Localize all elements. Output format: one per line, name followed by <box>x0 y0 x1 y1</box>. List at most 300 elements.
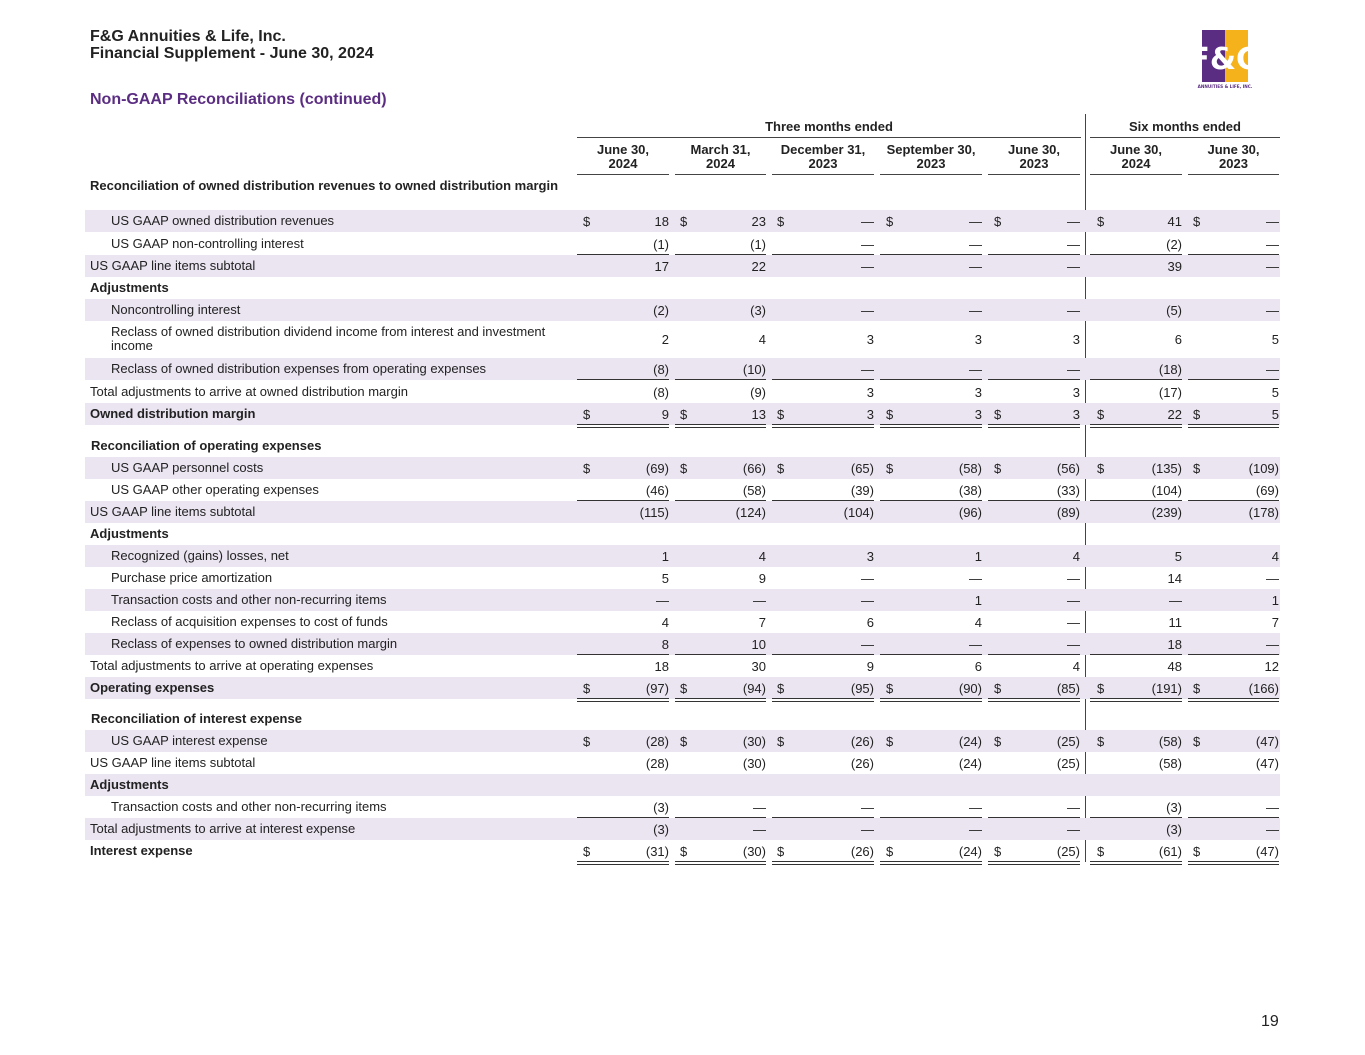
row-label: US GAAP line items subtotal <box>90 504 256 519</box>
cell-value: (46) <box>645 482 669 498</box>
cell-value: — <box>861 799 874 815</box>
cell-value: (90) <box>958 680 982 696</box>
column-header-rule <box>988 174 1080 175</box>
currency-symbol: $ <box>1097 213 1105 229</box>
cell-value: — <box>1067 258 1080 274</box>
cell-value: 5 <box>661 570 669 586</box>
cell-value: — <box>1067 799 1080 815</box>
cell-value: 4 <box>661 614 669 630</box>
currency-symbol: $ <box>1193 406 1201 422</box>
column-header-rule <box>1090 174 1182 175</box>
cell-value: — <box>861 570 874 586</box>
cell-value: 7 <box>758 614 766 630</box>
currency-symbol: $ <box>680 213 688 229</box>
cell-value: (104) <box>1151 482 1182 498</box>
cell-value: (26) <box>850 733 874 749</box>
currency-symbol: $ <box>680 680 688 696</box>
currency-symbol: $ <box>1193 213 1201 229</box>
cell-value: — <box>969 799 982 815</box>
cell-value: 3 <box>1072 406 1080 422</box>
column-header-date: June 30, <box>1007 142 1061 157</box>
row-label: Owned distribution margin <box>90 406 256 421</box>
row-label: Adjustments <box>90 777 169 792</box>
currency-symbol: $ <box>777 733 785 749</box>
column-header-rule <box>772 174 874 175</box>
column-header-3 <box>772 143 874 171</box>
cell-value: (30) <box>742 843 766 859</box>
row-label: Reclass of acquisition expenses to cost of funds <box>111 614 388 629</box>
row-label: Operating expenses <box>90 680 215 695</box>
cell-value: — <box>969 570 982 586</box>
table-row <box>85 233 1280 255</box>
cell-value: (39) <box>850 482 874 498</box>
cell-value: (30) <box>742 755 766 771</box>
row-label: Reclass of owned distribution expenses from operating expenses <box>111 361 487 376</box>
cell-value: 3 <box>866 384 874 400</box>
cell-value: (28) <box>645 755 669 771</box>
currency-symbol: $ <box>994 733 1002 749</box>
cell-value: — <box>1067 570 1080 586</box>
currency-symbol: $ <box>886 733 894 749</box>
subtotal-rule <box>1090 379 1182 380</box>
cell-value: — <box>969 236 982 252</box>
column-header-rule <box>577 174 669 175</box>
cell-value: 48 <box>1167 658 1182 674</box>
cell-value: 10 <box>751 636 766 652</box>
total-double-rule <box>675 861 766 865</box>
table-row <box>85 818 1280 840</box>
cell-value: (65) <box>850 460 874 476</box>
currency-symbol: $ <box>777 680 785 696</box>
section-heading-row <box>85 177 1280 209</box>
row-label: US GAAP line items subtotal <box>90 755 256 770</box>
cell-value: — <box>861 236 874 252</box>
cell-value: (28) <box>645 733 669 749</box>
cell-value: — <box>1266 258 1279 274</box>
currency-symbol: $ <box>994 843 1002 859</box>
column-header-rule <box>1188 174 1279 175</box>
currency-symbol: $ <box>1097 460 1105 476</box>
currency-symbol: $ <box>680 733 688 749</box>
cell-value: (17) <box>1158 384 1182 400</box>
total-double-rule <box>880 424 982 428</box>
total-double-rule <box>1188 424 1279 428</box>
cell-value: 3 <box>974 331 982 347</box>
cell-value: — <box>753 799 766 815</box>
cell-value: 4 <box>758 548 766 564</box>
currency-symbol: $ <box>583 460 591 476</box>
cell-value: (9) <box>750 384 766 400</box>
section-heading-row <box>85 435 1280 457</box>
cell-value: 3 <box>866 406 874 422</box>
row-label: US GAAP personnel costs <box>111 460 264 475</box>
column-header-7 <box>1188 143 1279 171</box>
total-double-rule <box>772 424 874 428</box>
row-label: Transaction costs and other non-recurring items <box>111 592 387 607</box>
cell-value: (8) <box>653 361 669 377</box>
cell-value: (166) <box>1248 680 1279 696</box>
column-header-5 <box>988 143 1080 171</box>
row-label: US GAAP line items subtotal <box>90 258 256 273</box>
cell-value: 18 <box>654 658 669 674</box>
cell-value: 4 <box>1072 548 1080 564</box>
currency-symbol: $ <box>886 843 894 859</box>
table-row <box>85 677 1280 699</box>
currency-symbol: $ <box>583 843 591 859</box>
column-header-1 <box>577 143 669 171</box>
cell-value: — <box>1266 361 1279 377</box>
cell-value: (66) <box>742 460 766 476</box>
cell-value: (2) <box>653 302 669 318</box>
company-header <box>90 28 374 62</box>
column-header-date: December 31, <box>780 142 866 157</box>
table-row <box>85 589 1280 611</box>
table-row <box>85 321 1280 357</box>
cell-value: 22 <box>751 258 766 274</box>
column-header-date: June 30, <box>1109 142 1163 157</box>
cell-value: (69) <box>1255 482 1279 498</box>
total-double-rule <box>1090 861 1182 865</box>
cell-value: 9 <box>866 658 874 674</box>
cell-value: 9 <box>758 570 766 586</box>
cell-value: 1 <box>661 548 669 564</box>
subtotal-rule <box>675 379 766 380</box>
cell-value: 5 <box>1271 331 1279 347</box>
cell-value: (115) <box>639 504 669 520</box>
cell-value: (10) <box>742 361 766 377</box>
cell-value: 2 <box>661 331 669 347</box>
currency-symbol: $ <box>994 680 1002 696</box>
column-header-year: 2024 <box>1121 156 1151 171</box>
column-header-year: 2023 <box>808 156 838 171</box>
cell-value: 4 <box>1271 548 1279 564</box>
cell-value: — <box>1067 361 1080 377</box>
cell-value: 13 <box>751 406 766 422</box>
cell-value: (24) <box>958 843 982 859</box>
cell-value: (104) <box>843 504 874 520</box>
cell-value: (1) <box>750 236 766 252</box>
cell-value: (38) <box>958 482 982 498</box>
cell-value: (25) <box>1056 755 1080 771</box>
table-row <box>85 255 1280 277</box>
total-double-rule <box>577 424 669 428</box>
cell-value: (97) <box>645 680 669 696</box>
cell-value: — <box>753 592 766 608</box>
cell-value: (61) <box>1158 843 1182 859</box>
cell-value: 18 <box>654 213 669 229</box>
cell-value: (3) <box>1166 821 1182 837</box>
group-six-months: Six months ended <box>1129 119 1241 134</box>
cell-value: — <box>861 636 874 652</box>
company-name: F&G Annuities & Life, Inc. <box>90 28 286 45</box>
cell-value: — <box>969 636 982 652</box>
row-label: Reconciliation of owned distribution revenues to owned distribution margin <box>90 178 559 193</box>
currency-symbol: $ <box>583 733 591 749</box>
cell-value: 3 <box>1072 331 1080 347</box>
cell-value: — <box>861 302 874 318</box>
currency-symbol: $ <box>680 406 688 422</box>
cell-value: (178) <box>1248 504 1279 520</box>
cell-value: — <box>1067 302 1080 318</box>
row-label: Interest expense <box>90 843 193 858</box>
cell-value: — <box>1266 213 1279 229</box>
cell-value: (85) <box>1056 680 1080 696</box>
row-label: Noncontrolling interest <box>111 302 241 317</box>
currency-symbol: $ <box>777 406 785 422</box>
total-double-rule <box>1188 698 1279 702</box>
cell-value: — <box>861 592 874 608</box>
total-double-rule <box>988 861 1080 865</box>
cell-value: (191) <box>1151 680 1182 696</box>
cell-value: (25) <box>1056 843 1080 859</box>
column-header-date: June 30, <box>1207 142 1260 157</box>
currency-symbol: $ <box>583 213 591 229</box>
cell-value: 18 <box>1167 636 1182 652</box>
column-header-year: 2023 <box>916 156 946 171</box>
row-label: Total adjustments to arrive at operating expenses <box>90 658 374 673</box>
cell-value: — <box>1266 799 1279 815</box>
cell-value: — <box>1266 821 1279 837</box>
cell-value: 1 <box>974 548 982 564</box>
table-row <box>85 840 1280 862</box>
cell-value: — <box>969 821 982 837</box>
cell-value: (33) <box>1056 482 1080 498</box>
row-label: US GAAP interest expense <box>111 733 268 748</box>
row-label: Transaction costs and other non-recurring items <box>111 799 387 814</box>
cell-value: — <box>1169 592 1182 608</box>
total-double-rule <box>880 698 982 702</box>
cell-value: (3) <box>653 799 669 815</box>
cell-value: (239) <box>1151 504 1182 520</box>
cell-value: 12 <box>1264 658 1279 674</box>
cell-value: — <box>861 213 874 229</box>
total-double-rule <box>988 698 1080 702</box>
currency-symbol: $ <box>777 843 785 859</box>
section-heading-row <box>85 523 1280 545</box>
total-double-rule <box>1090 424 1182 428</box>
cell-value: — <box>656 592 669 608</box>
cell-value: 3 <box>866 331 874 347</box>
cell-value: — <box>969 302 982 318</box>
group-three-months-rule <box>577 137 1081 138</box>
group-three-months: Three months ended <box>765 119 893 134</box>
row-label: US GAAP owned distribution revenues <box>111 213 335 228</box>
table-row <box>85 299 1280 321</box>
column-header-date: September 30, <box>886 142 976 157</box>
table-row <box>85 655 1280 677</box>
subtotal-rule <box>880 379 982 380</box>
cell-value: (18) <box>1158 361 1182 377</box>
currency-symbol: $ <box>1193 843 1201 859</box>
cell-value: 22 <box>1167 406 1182 422</box>
cell-value: (5) <box>1166 302 1182 318</box>
table-row <box>85 457 1280 479</box>
cell-value: — <box>861 821 874 837</box>
currency-symbol: $ <box>1097 843 1105 859</box>
table-row <box>85 479 1280 501</box>
cell-value: (25) <box>1056 733 1080 749</box>
column-header-year: 2024 <box>706 156 735 171</box>
currency-symbol: $ <box>1193 460 1201 476</box>
cell-value: (24) <box>958 755 982 771</box>
cell-value: (124) <box>735 504 766 520</box>
cell-value: (1) <box>653 236 669 252</box>
table-row <box>85 403 1280 425</box>
table-row <box>85 501 1280 523</box>
group-six-months-rule <box>1090 137 1280 138</box>
cell-value: 41 <box>1167 213 1182 229</box>
currency-symbol: $ <box>1193 733 1201 749</box>
cell-value: 8 <box>661 636 669 652</box>
cell-value: 4 <box>974 614 982 630</box>
cell-value: 7 <box>1271 614 1279 630</box>
cell-value: (58) <box>958 460 982 476</box>
total-double-rule <box>1188 861 1279 865</box>
cell-value: (135) <box>1151 460 1182 476</box>
cell-value: 3 <box>866 548 874 564</box>
currency-symbol: $ <box>583 680 591 696</box>
cell-value: (58) <box>1158 733 1182 749</box>
cell-value: (47) <box>1255 755 1279 771</box>
cell-value: 4 <box>758 331 766 347</box>
cell-value: (89) <box>1056 504 1080 520</box>
table-row <box>85 796 1280 818</box>
cell-value: 30 <box>751 658 766 674</box>
cell-value: 4 <box>1072 658 1080 674</box>
cell-value: 39 <box>1167 258 1182 274</box>
cell-value: 3 <box>1072 384 1080 400</box>
cell-value: (58) <box>742 482 766 498</box>
row-label: Reclass of expenses to owned distribution margin <box>111 636 398 651</box>
cell-value: 3 <box>974 406 982 422</box>
table-row <box>85 210 1280 232</box>
cell-value: — <box>1266 236 1279 252</box>
row-label: Reclass of owned distribution dividend income from interest and investment income <box>111 324 546 353</box>
column-header-date: March 31, <box>690 142 751 157</box>
cell-value: — <box>861 258 874 274</box>
logo-subtitle: ANNUITIES & LIFE, INC. <box>1197 84 1253 89</box>
subtotal-rule <box>577 379 669 380</box>
cell-value: 5 <box>1271 384 1279 400</box>
currency-symbol: $ <box>994 406 1002 422</box>
cell-value: 5 <box>1271 406 1279 422</box>
cell-value: — <box>1067 592 1080 608</box>
cell-value: — <box>1067 236 1080 252</box>
cell-value: — <box>969 361 982 377</box>
row-label: Adjustments <box>90 280 169 295</box>
table-row <box>85 730 1280 752</box>
currency-symbol: $ <box>994 460 1002 476</box>
cell-value: (30) <box>742 733 766 749</box>
cell-value: 6 <box>1174 331 1182 347</box>
currency-symbol: $ <box>886 213 894 229</box>
cell-value: (56) <box>1056 460 1080 476</box>
subtotal-rule <box>772 379 874 380</box>
cell-value: 5 <box>1174 548 1182 564</box>
cell-value: (3) <box>750 302 766 318</box>
cell-value: 6 <box>866 614 874 630</box>
currency-symbol: $ <box>886 406 894 422</box>
column-header-year: 2024 <box>608 156 638 171</box>
supplement-title: Financial Supplement - June 30, 2024 <box>90 45 374 62</box>
row-label: US GAAP non-controlling interest <box>111 236 304 251</box>
total-double-rule <box>675 698 766 702</box>
fg-logo <box>1189 29 1261 89</box>
section-heading-row <box>85 774 1280 796</box>
subtotal-rule <box>1188 379 1279 380</box>
cell-value: (26) <box>850 755 874 771</box>
cell-value: (2) <box>1166 236 1182 252</box>
column-header-year: 2023 <box>1219 156 1248 171</box>
section-title: Non-GAAP Reconciliations (continued) <box>90 91 387 108</box>
cell-value: — <box>1067 821 1080 837</box>
currency-symbol: $ <box>994 213 1002 229</box>
page-number: 19 <box>1261 1013 1279 1030</box>
cell-value: 17 <box>654 258 669 274</box>
cell-value: (47) <box>1255 733 1279 749</box>
total-double-rule <box>772 698 874 702</box>
row-label: Recognized (gains) losses, net <box>111 548 289 563</box>
cell-value: (47) <box>1255 843 1279 859</box>
currency-symbol: $ <box>1097 733 1105 749</box>
cell-value: 11 <box>1168 614 1182 630</box>
cell-value: (8) <box>653 384 669 400</box>
total-double-rule <box>988 424 1080 428</box>
total-double-rule <box>1090 698 1182 702</box>
cell-value: — <box>861 361 874 377</box>
currency-symbol: $ <box>777 213 785 229</box>
cell-value: (3) <box>1166 799 1182 815</box>
column-header-rule <box>880 174 982 175</box>
cell-value: — <box>969 213 982 229</box>
currency-symbol: $ <box>886 460 894 476</box>
cell-value: 23 <box>751 213 766 229</box>
cell-value: (96) <box>958 504 982 520</box>
total-double-rule <box>880 861 982 865</box>
cell-value: (69) <box>645 460 669 476</box>
table-row <box>85 358 1280 380</box>
row-label: Reconciliation of interest expense <box>91 711 302 726</box>
currency-symbol: $ <box>1193 680 1201 696</box>
column-header-2 <box>675 143 766 171</box>
cell-value: — <box>1067 213 1080 229</box>
cell-value: (26) <box>850 843 874 859</box>
table-row <box>85 381 1280 403</box>
section-heading-row <box>85 708 1280 730</box>
currency-symbol: $ <box>1097 680 1105 696</box>
total-double-rule <box>577 861 669 865</box>
table-row <box>85 752 1280 774</box>
subtotal-rule <box>988 379 1080 380</box>
column-header-rule <box>675 174 766 175</box>
cell-value: 1 <box>974 592 982 608</box>
cell-value: 9 <box>661 406 669 422</box>
cell-value: — <box>1266 302 1279 318</box>
currency-symbol: $ <box>886 680 894 696</box>
cell-value: (109) <box>1248 460 1279 476</box>
cell-value: — <box>1067 636 1080 652</box>
total-double-rule <box>577 698 669 702</box>
logo-text: F&G <box>1189 42 1261 77</box>
cell-value: (58) <box>1158 755 1182 771</box>
section-heading-row <box>85 277 1280 299</box>
cell-value: — <box>1266 570 1279 586</box>
table-row <box>85 611 1280 633</box>
row-label: Total adjustments to arrive at owned distribution margin <box>90 384 408 399</box>
cell-value: — <box>1266 636 1279 652</box>
cell-value: (95) <box>850 680 874 696</box>
currency-symbol: $ <box>680 843 688 859</box>
